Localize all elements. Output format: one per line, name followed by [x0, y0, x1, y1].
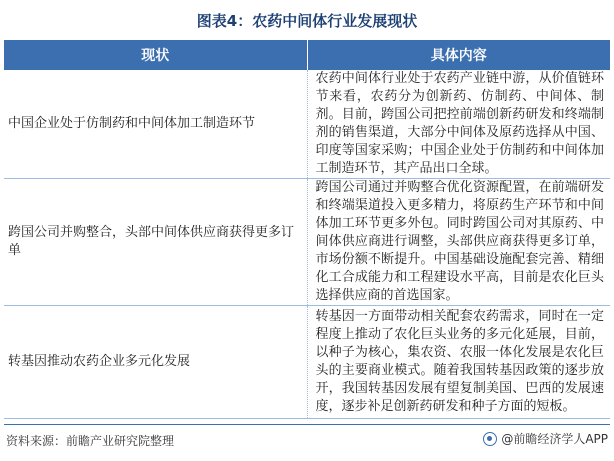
source-note: 资料来源：前瞻产业研究院整理 — [6, 434, 175, 448]
content-cell: 农药中间体行业处于农药产业链中游，从价值链环节来看，农药分为创新药、仿制药、中间体、制剂。目前，跨国公司把控前端创新药研发和终端制剂的销售渠道，大部分中间体及原药选择从中国、印度等国家采购；中国企业处于仿制药和中间体加工制造环节，其产品出口全球。 — [307, 70, 610, 179]
table-row — [4, 306, 610, 419]
brand-logo-icon — [483, 432, 497, 446]
table-row — [4, 70, 610, 179]
status-cell: 跨国公司并购整合，头部中间体供应商获得更多订单 — [4, 179, 307, 306]
brand-label: @前瞻经济学人APP — [501, 432, 608, 446]
content-cell: 转基因一方面带动相关配套农药需求，同时在一定程度上推动了农化巨头业务的多元化延展，目前，以种子为核心，集农资、农服一体化发展是农化巨头的主要商业模式。随着我国转基因政策的逐步放开，我国转基因发展有望复制美国、巴西的发展速度，逐步补足创新药研发和种子方面的短板。 — [307, 306, 610, 419]
status-table — [4, 40, 610, 419]
chart-title: 图表4：农药中间体行业发展现状 — [196, 12, 418, 30]
table-row — [4, 179, 610, 306]
brand-mark — [483, 430, 608, 447]
header-status: 现状 — [4, 40, 307, 70]
content-cell: 跨国公司通过并购整合优化资源配置，在前端研发和终端渠道投入更多精力，将原药生产环节和中间体加工环节更多外包。同时跨国公司对其原药、中间体供应商进行调整，头部供应商获得更多订单，市场份额不断提升。中国基础设施配套完善、精细化工合成能力和工程建设水平高，目前是农化巨头选择供应商的首选国家。 — [307, 179, 610, 306]
table-header-row — [4, 40, 610, 70]
status-cell: 转基因推动农药企业多元化发展 — [4, 306, 307, 419]
header-content: 具体内容 — [307, 40, 610, 70]
status-cell: 中国企业处于仿制药和中间体加工制造环节 — [4, 70, 307, 179]
footer-divider — [4, 424, 610, 425]
